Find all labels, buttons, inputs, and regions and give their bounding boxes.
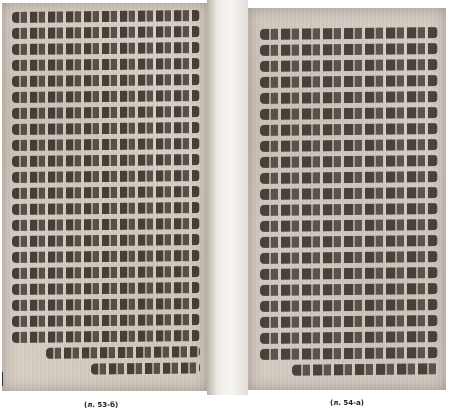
page-gutter [207, 0, 248, 395]
handwritten-text-right [260, 28, 438, 380]
folio-caption-left: (л. 53-б) [84, 401, 119, 409]
folio-caption-right: (л. 54-а) [330, 399, 364, 407]
manuscript-page-right [248, 8, 446, 390]
manuscript-page-left [2, 3, 207, 391]
handwritten-text-left [12, 11, 200, 379]
margin-mark [2, 372, 3, 386]
